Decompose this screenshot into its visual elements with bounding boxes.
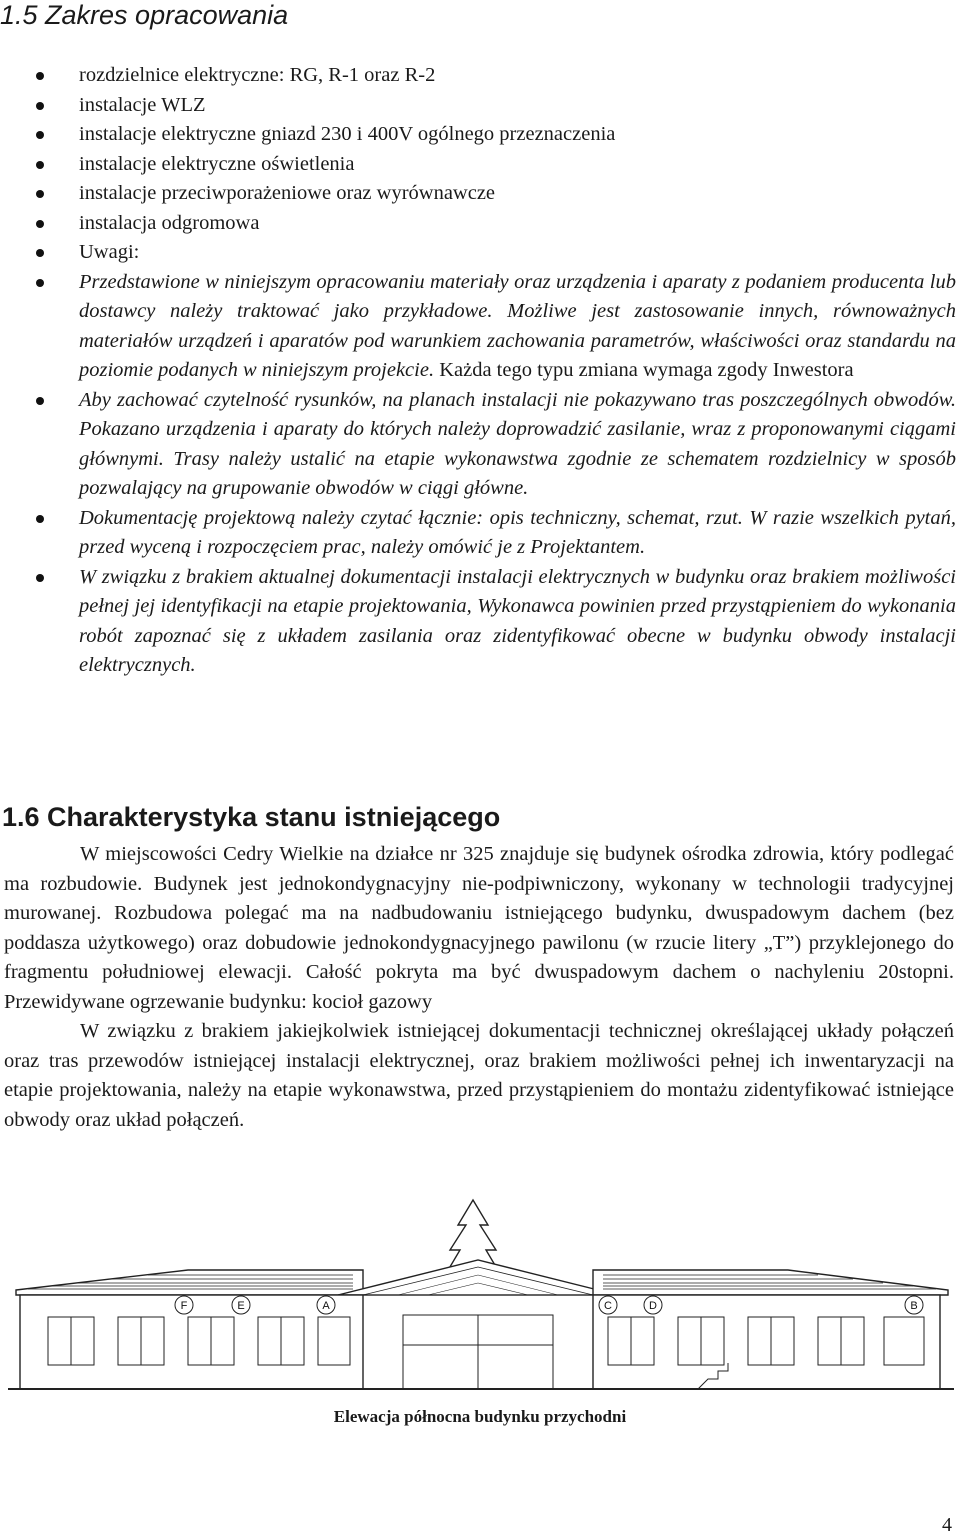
marker-label: E xyxy=(237,1300,245,1312)
bullet-icon xyxy=(36,249,44,257)
note-text-italic: Przedstawione w niniejszym opracowaniu materiały oraz urządzenia i aparaty z podaniem producenta lub dostawcy należy traktować jako przykładowe. Możliwe jest zastosowanie innych, równoważnych materiałów urządzeń i aparatów pod warunkiem zachowania parametrów, właściwości oraz standardu na poziomie podanych w niniejszym projekcie. xyxy=(79,270,956,381)
bullet-icon xyxy=(36,574,44,582)
page-number: 4 xyxy=(942,1514,952,1536)
list-item: instalacje przeciwporażeniowe oraz wyrównawcze xyxy=(0,179,956,209)
building-elevation-drawing xyxy=(8,1195,954,1395)
list-item: Uwagi: xyxy=(0,238,956,268)
note-item xyxy=(0,504,956,563)
existing-state-text xyxy=(4,840,954,1135)
list-item: rozdzielnice elektryczne: RG, R-1 oraz R-2 xyxy=(0,61,956,91)
section-heading-1-5: 1.5 Zakres opracowania xyxy=(0,0,289,30)
bullet-icon xyxy=(36,279,44,287)
bullet-icon xyxy=(36,102,44,110)
paragraph: W miejscowości Cedry Wielkie na działce nr 325 znajduje się budynek ośrodka zdrowia, który podlegać ma rozbudowie. Budynek jest jednokondygnacyjny nie-podpiwniczony, wykonany w technologii tradycyjnej murowanej. Rozbudowa polegać ma na nadbudowaniu istniejącego budynku, dwuspadowym dachem (bez poddasza użytkowego) oraz dobudowie jednokondygnacyjnego pawilonu (w rzucie litery „T”) przyklejonego do fragmentu południowej elewacji. Całość pokryta ma być dwuspadowym dachem o nachyleniu 20stopni. Przewidywane ogrzewanie budynku: kocioł gazowy xyxy=(4,843,954,1013)
bullet-icon xyxy=(36,72,44,80)
bullet-icon xyxy=(36,397,44,405)
bullet-icon xyxy=(36,515,44,523)
marker-label: B xyxy=(910,1300,918,1312)
bullet-icon xyxy=(36,131,44,139)
bullet-icon xyxy=(36,161,44,169)
note-text-italic: Aby zachować czytelność rysunków, na planach instalacji nie pokazywano tras poszczególnych obwodów. Pokazano urządzenia i aparaty do których należy doprowadzić zasilanie, wraz z proponowanymi ciągami głównymi. Trasy należy ustalić na etapie wykonawstwa zgodnie ze schematem rozdzielnicy w sposób pozwalający na grupowanie obwodów w ciągi główne. xyxy=(79,388,956,499)
list-item: instalacje elektryczne gniazd 230 i 400V ogólnego przeznaczenia xyxy=(0,120,956,150)
paragraph: W związku z brakiem jakiejkolwiek istniejącej dokumentacji technicznej określającej układy połączeń oraz tras przewodów istniejącej instalacji elektrycznej, oraz brakiem możliwości pełnej ich inwentaryzacji na etapie projektowania, należy na etapie wykonawstwa, przed przystąpieniem do montażu zidentyfikować istniejące obwody oraz układ połączeń. xyxy=(4,1020,954,1131)
list-item: instalacje elektryczne oświetlenia xyxy=(0,150,956,180)
marker-label: C xyxy=(604,1300,612,1312)
note-item xyxy=(0,268,956,386)
bullet-icon xyxy=(36,220,44,228)
note-item xyxy=(0,386,956,504)
list-item: instalacje WLZ xyxy=(0,91,956,121)
bullet-icon xyxy=(36,190,44,198)
note-text-regular: Każda tego typu zmiana wymaga zgody Inwestora xyxy=(439,359,854,381)
note-item xyxy=(0,563,956,681)
marker-label: A xyxy=(322,1300,330,1312)
scope-list xyxy=(0,61,956,681)
note-text-italic: Dokumentację projektową należy czytać łącznie: opis techniczny, schemat, rzut. W razie wszelkich pytań, przed wyceną i rozpoczęciem prac, należy omówić je z Projektantem. xyxy=(79,506,956,558)
note-text-italic: W związku z brakiem aktualnej dokumentacji instalacji elektrycznych w budynku oraz brakiem możliwości pełnej jej identyfikacji na etapie projektowania, Wykonawca powinien przed przystąpieniem do wykonania robót zapoznać się z układem zasilania oraz zidentyfikować obecne w budynku obwody instalacji elektrycznych. xyxy=(79,565,956,676)
marker-label: D xyxy=(649,1300,657,1312)
list-item: instalacja odgromowa xyxy=(0,209,956,239)
section-heading-1-6: 1.6 Charakterystyka stanu istniejącego xyxy=(2,802,501,832)
marker-label: F xyxy=(180,1300,188,1312)
figure-caption: Elewacja północna budynku przychodni xyxy=(333,1407,627,1426)
